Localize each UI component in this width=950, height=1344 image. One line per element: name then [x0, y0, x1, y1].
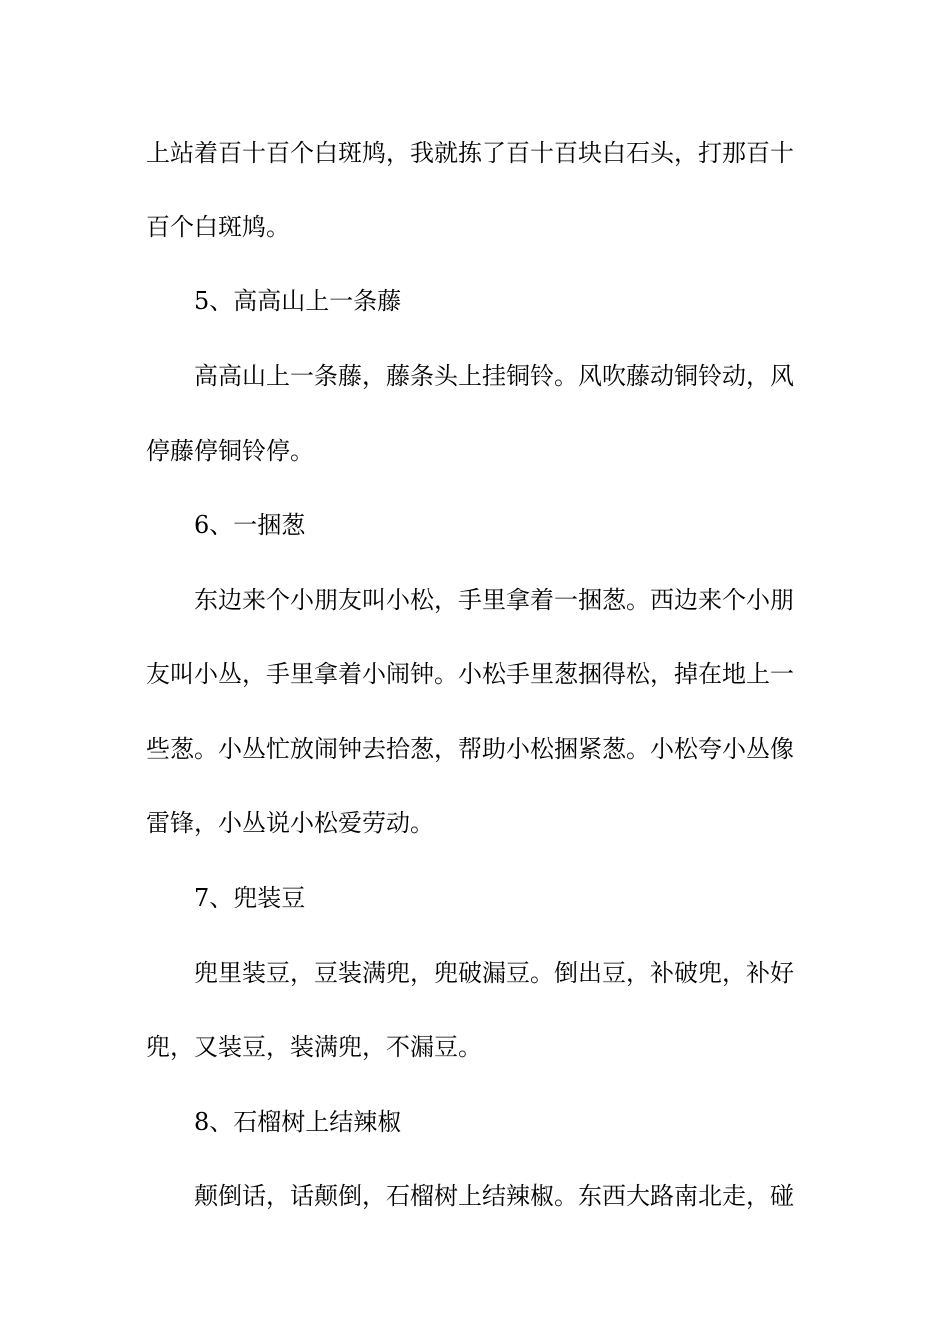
paragraph-line: 颠倒话，话颠倒，石榴树上结辣椒。东西大路南北走，碰 — [194, 1182, 794, 1210]
paragraph-line: 雷锋，小丛说小松爱劳动。 — [146, 809, 434, 837]
paragraph-line: 兜，又装豆，装满兜，不漏豆。 — [146, 1033, 482, 1061]
paragraph-line: 些葱。小丛忙放闹钟去拾葱，帮助小松捆紧葱。小松夸小丛像 — [146, 735, 794, 763]
paragraph-line: 东边来个小朋友叫小松，手里拿着一捆葱。西边来个小朋 — [194, 586, 794, 614]
paragraph-line: 上站着百十百个白斑鸠，我就拣了百十百块白石头，打那百十 — [146, 139, 794, 167]
paragraph-line: 百个白斑鸠。 — [146, 213, 290, 241]
section-heading: 6、一捆葱 — [194, 511, 306, 539]
paragraph-line: 高高山上一条藤，藤条头上挂铜铃。风吹藤动铜铃动，风 — [194, 362, 794, 390]
section-heading: 8、石榴树上结辣椒 — [194, 1108, 402, 1136]
section-heading: 7、兜装豆 — [194, 884, 306, 912]
paragraph-line: 兜里装豆，豆装满兜，兜破漏豆。倒出豆，补破兜，补好 — [194, 959, 794, 987]
paragraph-line: 友叫小丛，手里拿着小闹钟。小松手里葱捆得松，掉在地上一 — [146, 660, 794, 688]
paragraph-line: 停藤停铜铃停。 — [146, 437, 314, 465]
section-heading: 5、高高山上一条藤 — [194, 287, 402, 315]
